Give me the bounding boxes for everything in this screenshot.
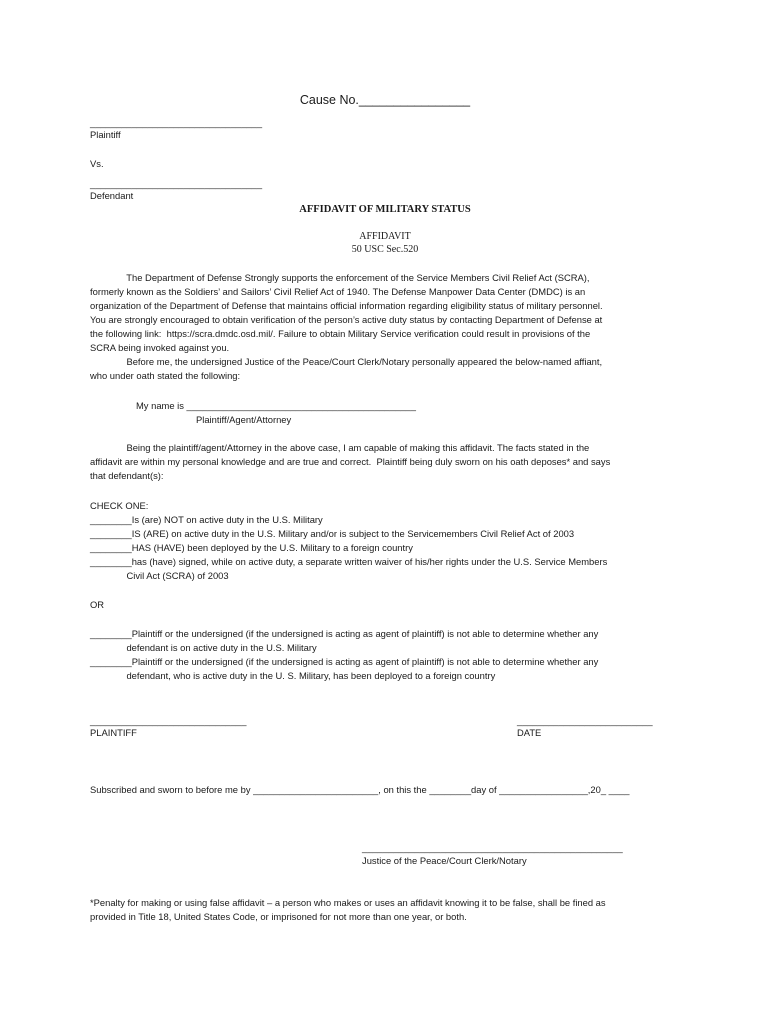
penalty-line: *Penalty for making or using false affidavit – a person who makes or uses an affidavit knowing it to be false, shall be fined as: [90, 897, 606, 908]
plaintiff-signature-label: PLAINTIFF: [90, 727, 137, 738]
document-title: AFFIDAVIT OF MILITARY STATUS: [299, 204, 471, 215]
intro-line: organization of the Department of Defense that maintains official information regarding eligibility status of military personnel.: [90, 300, 603, 311]
name-field-caption: Plaintiff/Agent/Attorney: [196, 414, 292, 425]
intro-line: Before me, the undersigned Justice of the Peace/Court Clerk/Notary personally appeared the below-named affiant,: [90, 356, 603, 367]
affidavit-subtitle: AFFIDAVIT: [359, 231, 411, 242]
plaintiff-signature-line: ______________________________: [90, 715, 247, 726]
date-signature-label: DATE: [517, 727, 542, 738]
defendant-blank-line: _________________________________: [90, 178, 263, 189]
intro-line: the following link: https://scra.dmdc.osd.mil/. Failure to obtain Military Service verification could result in provisions of the: [90, 328, 591, 339]
cause-number: Cause No.________________: [299, 93, 471, 107]
intro-line: You are strongly encouraged to obtain verification of the person’s active duty status by contacting Department of Defense at: [90, 314, 603, 325]
statute-reference: 50 USC Sec.520: [351, 244, 419, 255]
penalty-notice: [90, 896, 675, 924]
capability-line: affidavit are within my personal knowledge and are true and correct. Plaintiff being duly sworn on his oath deposes* and says: [90, 456, 611, 467]
undetermined-option-continuation: defendant, who is active duty in the U. S. Military, has been deployed to a foreign country: [90, 670, 496, 681]
status-option: ________IS (ARE) on active duty in the U.S. Military and/or is subject to the Servicemembers Civil Relief Act of 2003: [90, 528, 575, 539]
intro-line: SCRA being invoked against you.: [90, 342, 230, 353]
plaintiff-label: Plaintiff: [90, 129, 121, 140]
undetermined-option-continuation: defendant is on active duty in the U.S. Military: [90, 642, 317, 653]
subscribed-sworn-line: Subscribed and sworn to before me by ________________________, on this the ________day of _________________,20_ ____: [90, 784, 630, 795]
plaintiff-blank-line: _________________________________: [90, 117, 263, 128]
status-option: ________HAS (HAVE) been deployed by the U.S. Military to a foreign country: [90, 542, 413, 553]
status-option: ________has (have) signed, while on active duty, a separate written waiver of his/her rights under the U.S. Service Members: [90, 556, 608, 567]
check-one-section: [90, 499, 675, 583]
versus-label: Vs.: [90, 158, 104, 169]
name-field-line: My name is ____________________________________________: [136, 400, 416, 411]
date-signature-line: __________________________: [517, 715, 653, 726]
intro-line: formerly known as the Soldiers’ and Sailors’ Civil Relief Act of 1940. The Defense Manpower Data Center (DMDC) is an: [90, 286, 586, 297]
intro-line: who under oath stated the following:: [90, 370, 241, 381]
capability-paragraph: [90, 441, 675, 483]
status-option-continuation: Civil Act (SCRA) of 2003: [90, 570, 229, 581]
capability-line: Being the plaintiff/agent/Attorney in the above case, I am capable of making this affidavit. The facts stated in the: [90, 442, 590, 453]
notary-signature-label: Justice of the Peace/Court Clerk/Notary: [362, 855, 527, 866]
penalty-line: provided in Title 18, United States Code, or imprisoned for not more than one year, or both.: [90, 911, 467, 922]
notary-signature-line: __________________________________________________: [362, 842, 623, 853]
check-one-heading: CHECK ONE:: [90, 500, 149, 511]
status-option: ________Is (are) NOT on active duty in the U.S. Military: [90, 514, 323, 525]
intro-paragraph: [90, 271, 675, 383]
defendant-label: Defendant: [90, 190, 134, 201]
capability-line: that defendant(s):: [90, 470, 164, 481]
undetermined-option: ________Plaintiff or the undersigned (if the undersigned is acting as agent of plaintiff) is not able to determine whether any: [90, 656, 599, 667]
undetermined-option: ________Plaintiff or the undersigned (if the undersigned is acting as agent of plaintiff) is not able to determine whether any: [90, 628, 599, 639]
intro-line: The Department of Defense Strongly supports the enforcement of the Service Members Civil Relief Act (SCRA),: [90, 272, 590, 283]
or-separator: OR: [90, 599, 105, 610]
undetermined-section: [90, 627, 675, 683]
